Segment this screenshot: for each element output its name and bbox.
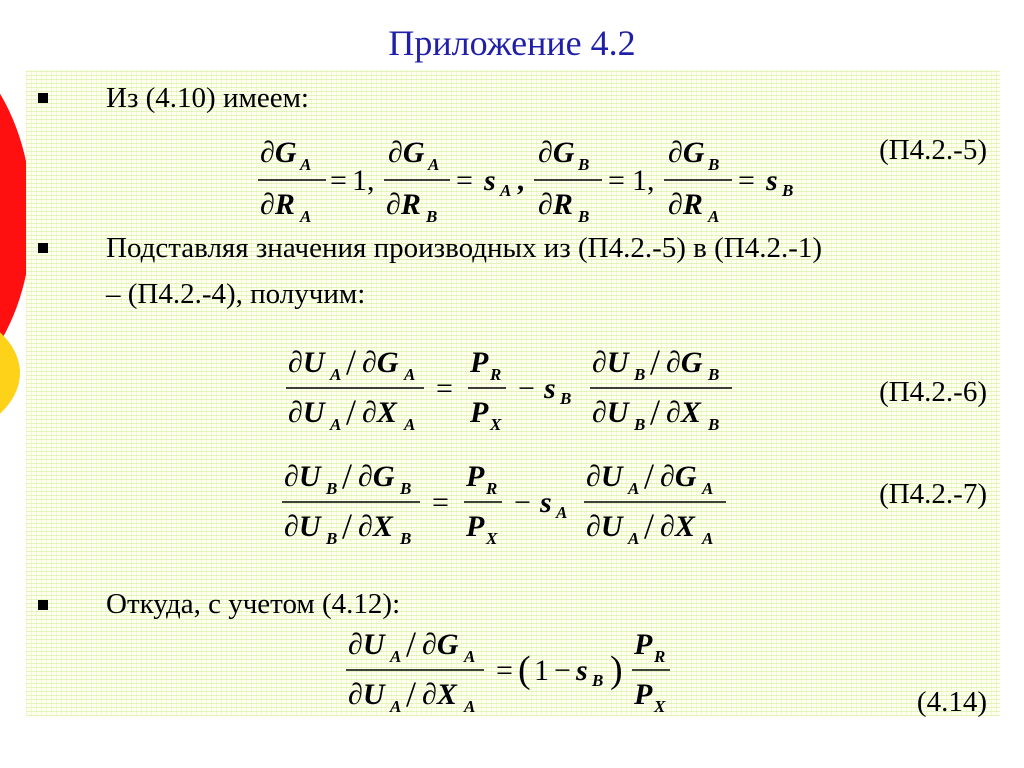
svg-text:P: P xyxy=(466,460,485,493)
svg-text:/: / xyxy=(650,342,661,382)
svg-text:R: R xyxy=(654,647,666,666)
svg-text:P: P xyxy=(470,346,489,379)
svg-text:∂X: ∂X xyxy=(362,396,397,429)
svg-text:B: B xyxy=(400,529,412,548)
svg-text:/: / xyxy=(406,674,417,714)
svg-text:B: B xyxy=(326,529,338,548)
svg-text:A: A xyxy=(330,365,342,384)
svg-text:B: B xyxy=(708,365,720,384)
svg-text:∂U: ∂U xyxy=(592,396,629,429)
formula-p4-2-6 xyxy=(284,338,754,438)
svg-text:∂U: ∂U xyxy=(348,628,385,661)
svg-text:X: X xyxy=(486,529,498,548)
svg-text:/: / xyxy=(346,342,357,382)
bullet-marker xyxy=(38,93,48,103)
svg-text:=: = xyxy=(436,372,453,405)
svg-text:B: B xyxy=(400,479,412,498)
svg-text:∂G: ∂G xyxy=(538,136,575,169)
svg-text:A: A xyxy=(500,181,512,200)
svg-text:A: A xyxy=(428,155,440,174)
svg-text:∂G: ∂G xyxy=(388,136,425,169)
svg-text:∂R: ∂R xyxy=(260,188,295,221)
formula-p4-2-5 xyxy=(250,130,810,230)
svg-text:∂X: ∂X xyxy=(666,396,701,429)
svg-text:A: A xyxy=(330,415,342,434)
svg-text:1,: 1, xyxy=(632,164,655,197)
svg-text:s: s xyxy=(576,654,588,687)
svg-text:∂U: ∂U xyxy=(288,396,325,429)
svg-text:/: / xyxy=(644,506,655,546)
svg-text:∂G: ∂G xyxy=(358,460,395,493)
svg-text:/: / xyxy=(406,624,417,664)
svg-text:R: R xyxy=(486,479,498,498)
svg-text:/: / xyxy=(342,456,353,496)
svg-text:B: B xyxy=(560,389,572,408)
svg-text:(: ( xyxy=(518,649,531,691)
formula-4-14 xyxy=(344,620,704,720)
svg-text:P: P xyxy=(466,510,485,543)
svg-text:∂U: ∂U xyxy=(586,510,623,543)
svg-text:A: A xyxy=(390,697,402,716)
svg-text:∂G: ∂G xyxy=(666,346,703,379)
svg-text:−: − xyxy=(554,654,571,687)
svg-text:∂G: ∂G xyxy=(668,136,705,169)
svg-text:A: A xyxy=(556,503,568,522)
equation-label-6: (П4.2.-6) xyxy=(879,376,987,408)
svg-text:=: = xyxy=(496,654,513,687)
svg-text:∂G: ∂G xyxy=(660,460,697,493)
formula-p4-2-7 xyxy=(280,452,750,552)
bullet-text-3: Откуда, с учетом (4.12): xyxy=(106,588,401,620)
svg-text:R: R xyxy=(490,365,502,384)
svg-text:s: s xyxy=(544,372,556,405)
svg-text:B: B xyxy=(634,415,646,434)
svg-text:∂X: ∂X xyxy=(660,510,695,543)
svg-text:/: / xyxy=(346,392,357,432)
svg-text:∂X: ∂X xyxy=(358,510,393,543)
svg-text:A: A xyxy=(300,207,312,226)
svg-text:A: A xyxy=(702,479,714,498)
svg-text:,: , xyxy=(518,164,526,197)
bullet-text-1: Из (4.10) имеем: xyxy=(106,82,309,114)
svg-text:∂R: ∂R xyxy=(538,188,573,221)
equation-label-5: (П4.2.-5) xyxy=(879,134,987,166)
equation-label-7: (П4.2.-7) xyxy=(879,478,987,510)
svg-text:A: A xyxy=(708,207,720,226)
svg-text:P: P xyxy=(634,678,653,711)
svg-text:/: / xyxy=(650,392,661,432)
bullet-text-2-line-1: Подставляя значения производных из (П4.2.-5) в (П4.2.-1) xyxy=(106,232,823,264)
svg-text:B: B xyxy=(578,155,590,174)
svg-text:/: / xyxy=(644,456,655,496)
svg-text:A: A xyxy=(702,529,714,548)
svg-text:∂R: ∂R xyxy=(386,188,421,221)
svg-text:B: B xyxy=(782,181,794,200)
svg-text:A: A xyxy=(628,529,640,548)
svg-text:/: / xyxy=(342,506,353,546)
svg-text:s: s xyxy=(484,164,496,197)
svg-text:∂X: ∂X xyxy=(422,678,457,711)
equation-label-14: (4.14) xyxy=(916,686,987,718)
svg-text:): ) xyxy=(610,649,623,691)
svg-text:B: B xyxy=(708,415,720,434)
svg-text:∂U: ∂U xyxy=(284,460,321,493)
svg-text:B: B xyxy=(592,671,604,690)
svg-text:−: − xyxy=(514,486,531,519)
svg-text:=: = xyxy=(738,164,755,197)
svg-text:A: A xyxy=(464,647,476,666)
svg-text:s: s xyxy=(766,164,778,197)
svg-text:∂G: ∂G xyxy=(260,136,297,169)
svg-text:=: = xyxy=(608,164,625,197)
svg-text:B: B xyxy=(426,207,438,226)
svg-text:∂U: ∂U xyxy=(288,346,325,379)
bullet-text-2-line-2: – (П4.2.-4), получим: xyxy=(106,278,366,310)
svg-text:s: s xyxy=(540,486,552,519)
bullet-marker xyxy=(38,243,48,253)
slide-title: Приложение 4.2 xyxy=(388,23,636,63)
svg-text:−: − xyxy=(518,372,535,405)
svg-text:=: = xyxy=(432,486,449,519)
svg-text:A: A xyxy=(404,365,416,384)
svg-text:B: B xyxy=(578,207,590,226)
svg-text:∂U: ∂U xyxy=(284,510,321,543)
svg-text:∂R: ∂R xyxy=(668,188,703,221)
svg-text:A: A xyxy=(464,697,476,716)
svg-text:B: B xyxy=(634,365,646,384)
svg-text:A: A xyxy=(300,155,312,174)
svg-text:=: = xyxy=(456,164,473,197)
svg-text:A: A xyxy=(404,415,416,434)
svg-text:∂U: ∂U xyxy=(348,678,385,711)
svg-text:P: P xyxy=(470,396,489,429)
svg-text:A: A xyxy=(628,479,640,498)
svg-text:X: X xyxy=(654,697,666,716)
svg-text:∂U: ∂U xyxy=(592,346,629,379)
svg-text:B: B xyxy=(708,155,720,174)
svg-text:1: 1 xyxy=(534,654,549,687)
svg-text:=: = xyxy=(330,164,347,197)
svg-text:∂G: ∂G xyxy=(422,628,459,661)
svg-text:P: P xyxy=(634,628,653,661)
svg-text:B: B xyxy=(326,479,338,498)
svg-text:∂G: ∂G xyxy=(362,346,399,379)
svg-text:X: X xyxy=(490,415,502,434)
bullet-marker xyxy=(38,600,48,610)
svg-text:A: A xyxy=(390,647,402,666)
svg-text:1,: 1, xyxy=(352,164,375,197)
svg-text:∂U: ∂U xyxy=(586,460,623,493)
